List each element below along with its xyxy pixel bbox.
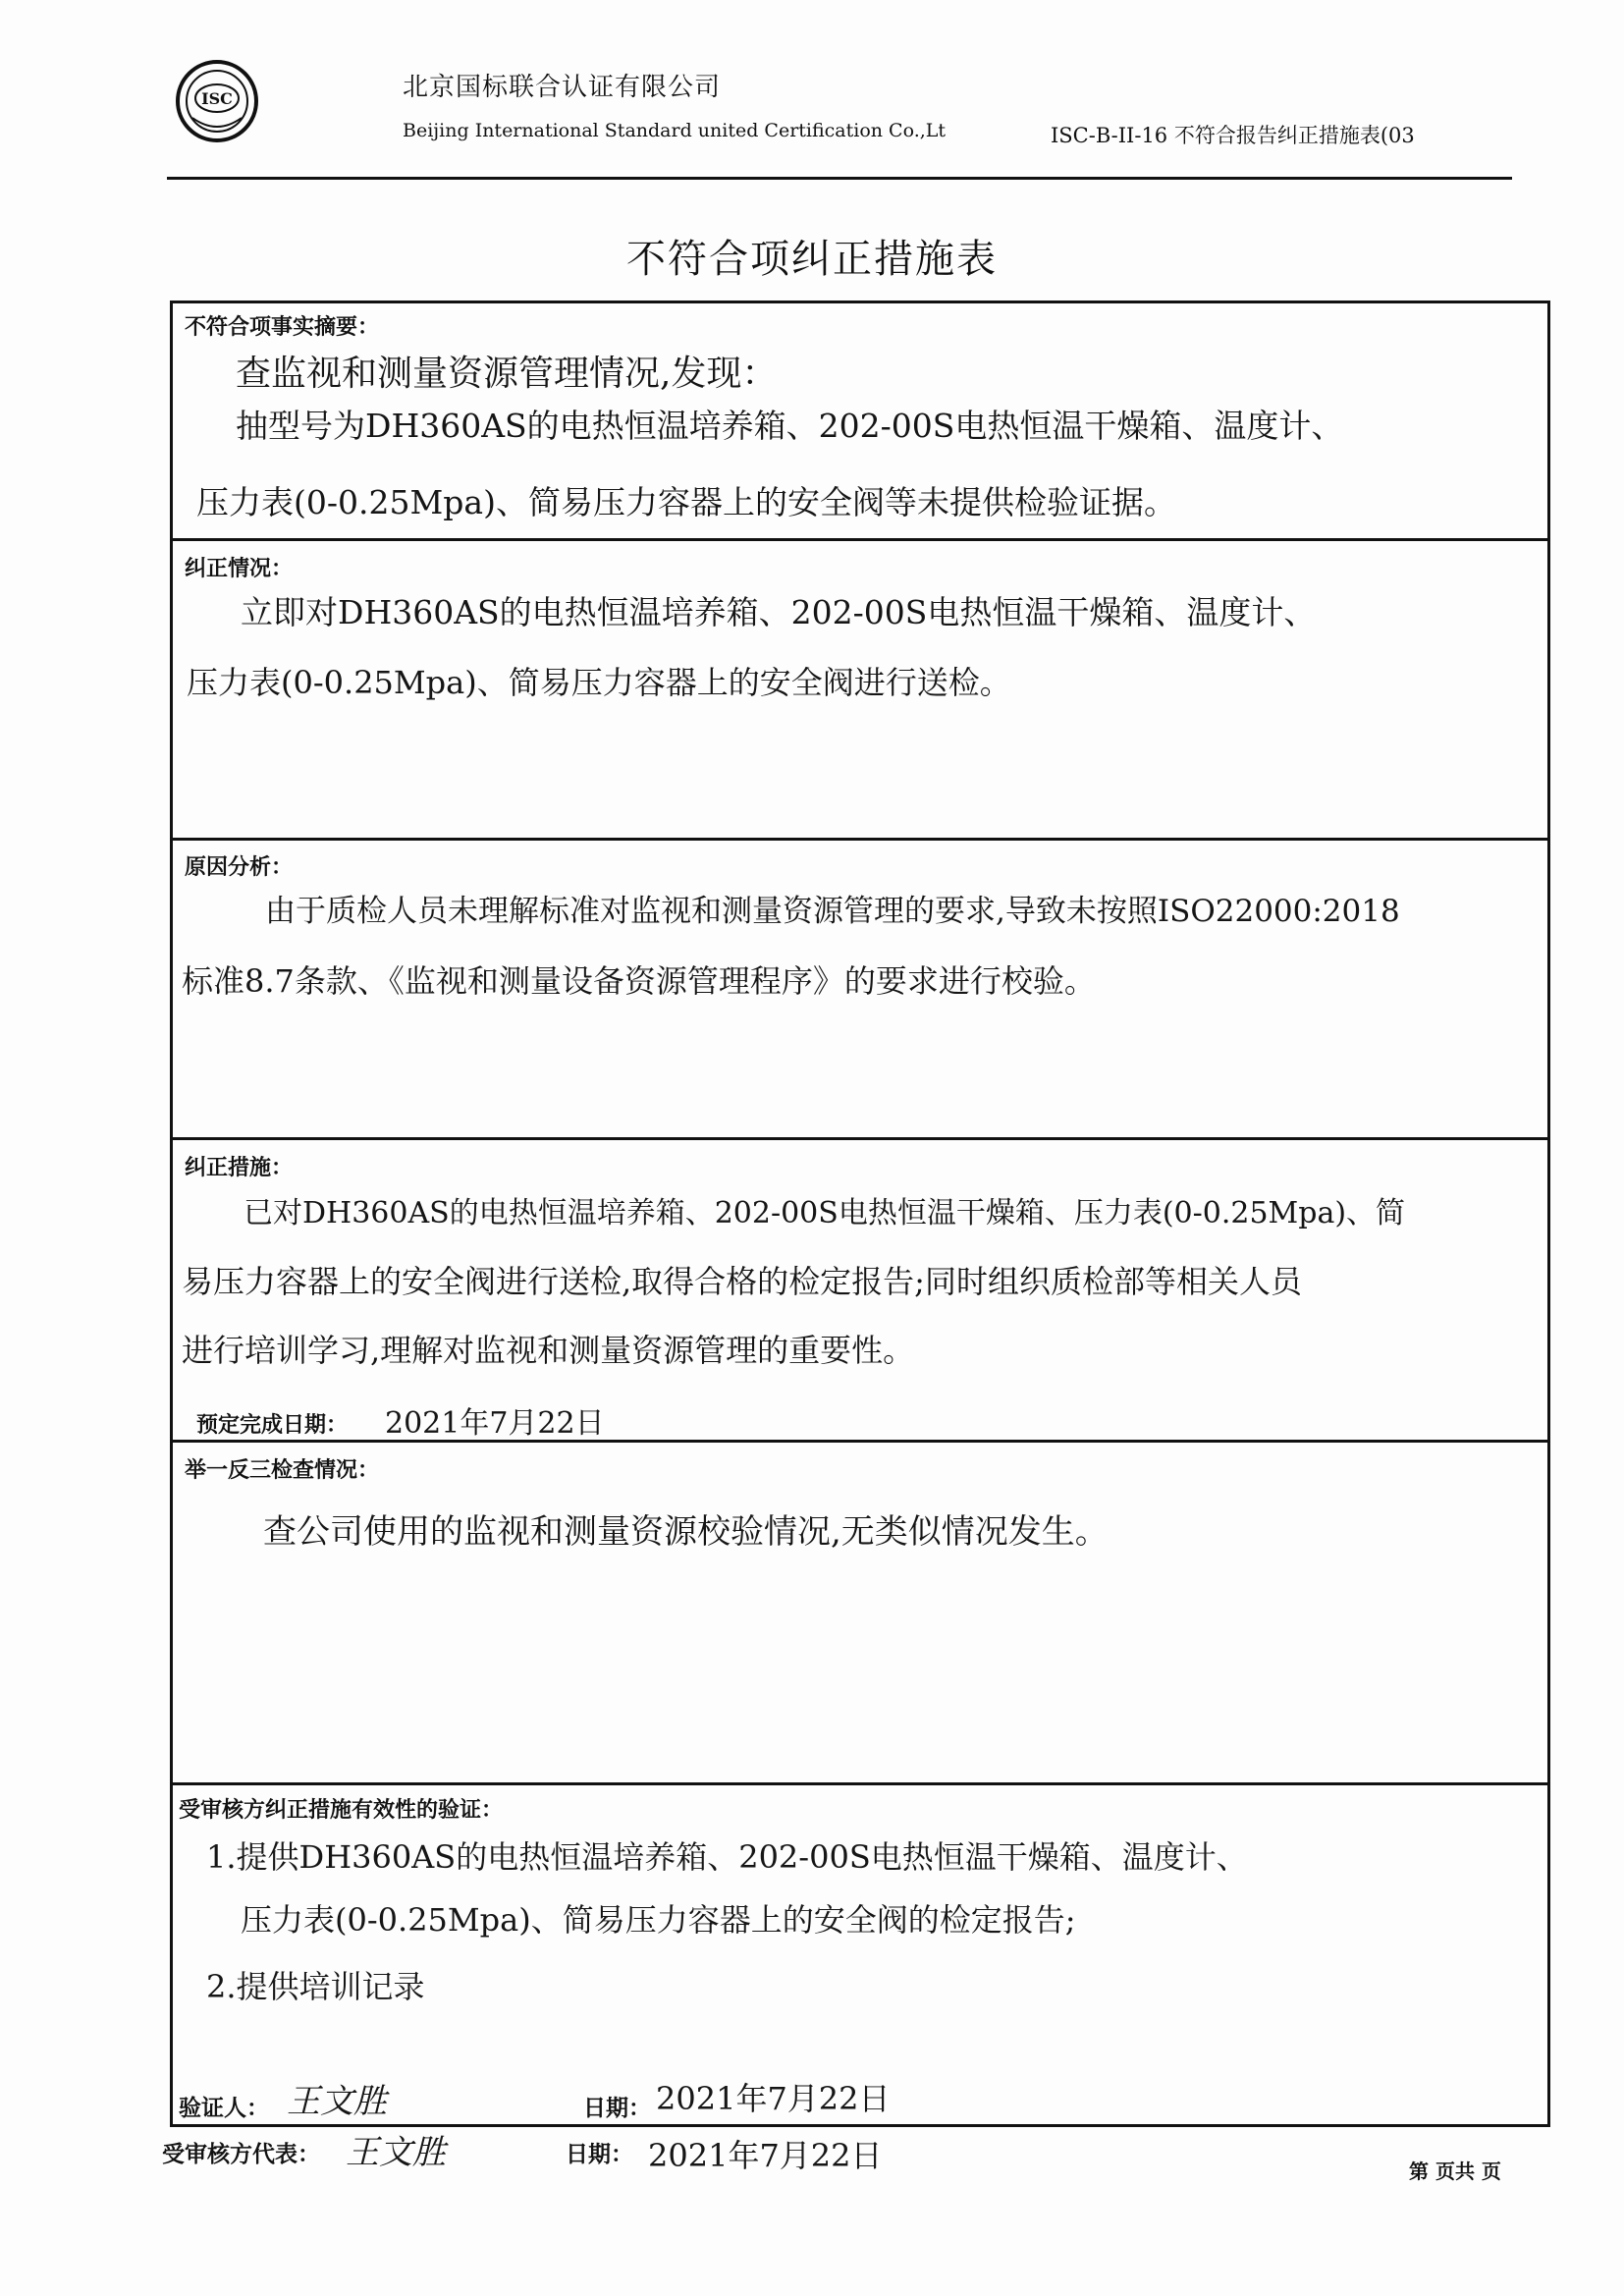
company-name-cn: 北京国标联合认证有限公司 — [403, 73, 722, 102]
verification-date-label: 日期： — [583, 2096, 651, 2121]
verification-date-value: 2021年7月22日 — [656, 2080, 891, 2117]
auditee-representative-signature: 王文胜 — [346, 2133, 446, 2172]
correction-label: 纠正情况： — [185, 557, 294, 581]
inference-line: 查公司使用的监视和测量资源校验情况,无类似情况发生。 — [263, 1512, 1109, 1552]
section-divider — [170, 538, 1550, 541]
facts-line: 抽型号为DH360AS的电热恒温培养箱、202-00S电热恒温干燥箱、温度计、 — [236, 407, 1344, 445]
company-name-en: Beijing International Standard united Certification Co.,Lt — [403, 120, 947, 141]
facts-line: 查监视和测量资源管理情况,发现： — [236, 354, 778, 394]
measures-line: 进行培训学习,理解对监视和测量资源管理的重要性。 — [182, 1332, 915, 1369]
form-code: ISC-B-II-16 不符合报告纠正措施表(03 — [1051, 124, 1415, 147]
cause-label: 原因分析： — [185, 855, 294, 880]
facts-label: 不符合项事实摘要： — [185, 315, 380, 340]
verification-line: 2.提供培训记录 — [206, 1968, 425, 2005]
footer-date-value: 2021年7月22日 — [648, 2137, 883, 2174]
document-title: 不符合项纠正措施表 — [626, 237, 998, 282]
due-date-label: 预定完成日期： — [196, 1413, 349, 1438]
measures-line: 已对DH360AS的电热恒温培养箱、202-00S电热恒温干燥箱、压力表(0-0.25Mpa)、简 — [244, 1196, 1406, 1230]
company-logo — [175, 59, 259, 143]
measures-label: 纠正措施： — [185, 1156, 294, 1180]
measures-line: 易压力容器上的安全阀进行送检,取得合格的检定报告;同时组织质检部等相关人员 — [182, 1263, 1302, 1300]
verifier-signature: 王文胜 — [287, 2082, 387, 2121]
auditee-representative-label: 受审核方代表： — [162, 2142, 320, 2167]
section-divider — [170, 1782, 1550, 1785]
due-date-value: 2021年7月22日 — [385, 1406, 605, 1441]
correction-line: 压力表(0-0.25Mpa)、简易压力容器上的安全阀进行送检。 — [187, 664, 1011, 701]
correction-line: 立即对DH360AS的电热恒温培养箱、202-00S电热恒温干燥箱、温度计、 — [241, 593, 1317, 631]
section-divider — [170, 1137, 1550, 1140]
cause-line: 由于质检人员未理解标准对监视和测量资源管理的要求,导致未按照ISO22000:2018 — [265, 894, 1400, 929]
svg-text:ISC: ISC — [201, 89, 233, 108]
verifier-label: 验证人： — [179, 2096, 269, 2121]
verification-line: 压力表(0-0.25Mpa)、简易压力容器上的安全阀的检定报告; — [241, 1901, 1076, 1939]
footer-date-label: 日期： — [566, 2142, 633, 2167]
header-divider — [167, 177, 1512, 180]
facts-line: 压力表(0-0.25Mpa)、简易压力容器上的安全阀等未提供检验证据。 — [196, 483, 1176, 521]
inference-label: 举一反三检查情况： — [185, 1458, 380, 1483]
verification-line: 1.提供DH360AS的电热恒温培养箱、202-00S电热恒温干燥箱、温度计、 — [206, 1838, 1248, 1876]
cause-line: 标准8.7条款、《监视和测量设备资源管理程序》的要求进行校验。 — [182, 962, 1096, 1000]
page-number: 第 页共 页 — [1409, 2159, 1501, 2183]
section-divider — [170, 838, 1550, 841]
section-divider — [170, 1440, 1550, 1443]
verification-label: 受审核方纠正措施有效性的验证： — [179, 1798, 504, 1823]
